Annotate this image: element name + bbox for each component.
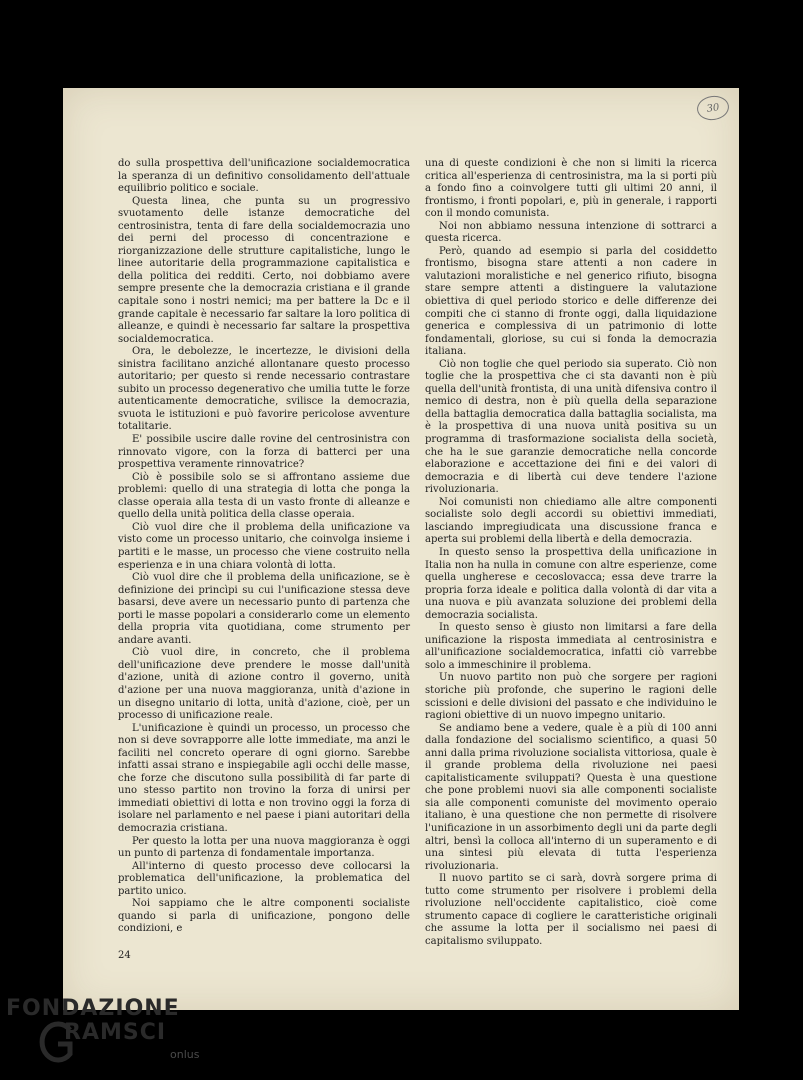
paragraph: L'unificazione è quindi un processo, un processo che non si deve sovrapporre alle lotte immediate, ma anzi le faciliti nel concreto operare di ogni giorno. Sarebbe infatti assai strano e inspiegabile agli occhi delle masse, che forze che discutono sulla possibilità di far parte di uno stesso partito non trovino la forza di unirsi per immediati obiettivi di lotta e non trovino oggi la forza di isolare nel parlamento e nel paese i piani autoritari della democrazia cristiana. [118, 722, 410, 834]
paragraph: Noi non abbiamo nessuna intenzione di sottrarci a questa ricerca. [425, 220, 717, 245]
text-column-left [118, 158, 410, 936]
paragraph: Questa linea, che punta su un progressivo svuotamento delle istanze democratiche del centrosinistra, tenta di fare della socialdemocrazia uno dei perni del processo di concentrazione e riorganizzazione delle strutture capitalistiche, lungo le linee autoritarie della programmazione capitalistica e della politica dei redditi. Certo, noi dobbiamo avere sempre presente che la democrazia cristiana e il grande capitale sono i nostri nemici; ma per battere la Dc e il grande capitale è necessario far saltare la loro politica di alleanze, e quindi è necessario far saltare la prospettiva socialdemocratica. [118, 195, 410, 345]
archive-stamp: 30 [695, 94, 730, 122]
logo-text-line2: RAMSCI [64, 1020, 167, 1045]
paragraph: E' possibile uscire dalle rovine del centrosinistra con rinnovato vigore, con la forza di batterci per una prospettiva veramente rinnovatrice? [118, 434, 410, 471]
text-column-right [425, 158, 717, 948]
paragraph: Ciò è possibile solo se si affrontano assieme due problemi: quello di una strategia di lotta che ponga la classe operaia alla testa di un vasto fronte di alleanze e quello della unità politica della classe operaia. [118, 471, 410, 521]
paragraph: In questo senso la prospettiva della unificazione in Italia non ha nulla in comune con altre esperienze, come quella ungherese e cecoslovacca; essa deve trarre la propria forza ideale e politica dalla volontà di dar vita a una nuova e più avanzata soluzione dei problemi della democrazia socialista. [425, 546, 717, 621]
paragraph: Noi sappiamo che le altre componenti socialiste quando si parla di unificazione, pongono delle condizioni, e [118, 898, 410, 935]
paragraph: do sulla prospettiva dell'unificazione socialdemocratica la speranza di un definitivo consolidamento dell'attuale equilibrio politico e sociale. [118, 158, 410, 195]
paragraph: Ciò non toglie che quel periodo sia superato. Ciò non toglie che la prospettiva che ci sta davanti non è più quella dell'unità frontista, di una unità difensiva contro il nemico di destra, non è più quella della separazione della battaglia democratica dalla battaglia socialista, ma è la prospettiva di una nuova unità positiva su un programma di trasformazione socialista della società, che ha le sue garanzie democratiche nella concorde elaborazione e accettazione dei fini e dei valori di democrazia e di libertà cui deve tendere l'azione rivoluzionaria. [425, 358, 717, 496]
paragraph: Il nuovo partito se ci sarà, dovrà sorgere prima di tutto come strumento per risolvere i problemi della rivoluzione nell'occidente capitalistico, cioè come strumento capace di cogliere le caratteristiche originali che assume la lotta per il socialismo nei paesi di capitalismo sviluppato. [425, 873, 717, 947]
paragraph: Per questo la lotta per una nuova maggioranza è oggi un punto di partenza di fondamentale importanza. [118, 835, 410, 860]
paragraph: Noi comunisti non chiediamo alle altre componenti socialiste solo degli accordi su obiettivi immediati, lasciando impregiudicata una discussione franca e aperta sui problemi della libertà e della democrazia. [425, 496, 717, 546]
paragraph: Ciò vuol dire che il problema della unificazione va visto come un processo unitario, che coinvolga insieme i partiti e le masse, un processo che viene costruito nella esperienza e in una chiara volontà di lotta. [118, 521, 410, 571]
paragraph: In questo senso è giusto non limitarsi a fare della unificazione la risposta immediata al centrosinistra e all'unificazione socialdemocratica, infatti ciò varrebbe solo a immeschinire il problema. [425, 622, 717, 671]
paragraph: Però, quando ad esempio si parla del cosiddetto frontismo, bisogna stare attenti a non cadere in valutazioni moralistiche e nel generico rifiuto, bisogna stare sempre attenti a distinguere la valutazione obiettiva di quel periodo storico e delle differenze dei compiti che ci stanno di fronte oggi, dalla liquidazione generica e complessiva di un patrimonio di lotte fondamentali, gloriose, su cui si fonda la democrazia italiana. [425, 245, 717, 358]
fondazione-gramsci-logo [6, 996, 216, 1076]
paragraph: Un nuovo partito non può che sorgere per ragioni storiche più profonde, che superino le ragioni delle scissioni e delle divisioni del passato e che individuino le ragioni obiettive di un nuovo impegno unitario. [425, 672, 717, 722]
paragraph: Ora, le debolezze, le incertezze, le divisioni della sinistra facilitano anziché allontanare questo processo autoritario; per questo si rende necessario contrastare subito un processo degenerativo che umilia tutte le forze autenticamente democratiche, svilisce la democrazia, svuota le istituzioni e può favorire pericolose avventure totalitarie. [118, 346, 410, 433]
paragraph: Ciò vuol dire, in concreto, che il problema dell'unificazione deve prendere le mosse dall'unità d'azione, unità di azione contro il governo, unità d'azione per una nuova maggioranza, unità d'azione in un disegno unitario di lotta, unità d'azione, cioè, per un processo di unificazione reale. [118, 647, 410, 722]
page-number: 24 [118, 950, 131, 961]
logo-text-line1: FONDAZIONE [6, 996, 180, 1021]
paragraph: Ciò vuol dire che il problema della unificazione, se è definizione dei princìpi su cui l'unificazione stessa deve basarsi, deve avere un necessario punto di partenza che porti le masse popolari a considerarlo come un elemento della propria vita quotidiana, come strumento per andare avanti. [118, 572, 410, 646]
logo-text-line3: onlus [170, 1048, 200, 1061]
paragraph: una di queste condizioni è che non si limiti la ricerca critica all'esperienza di centrosinistra, ma la si porti più a fondo fino a coinvolgere tutti gli ultimi 20 anni, il frontismo, i fronti popolari, e, più in generale, i rapporti con il mondo comunista. [425, 158, 717, 220]
paragraph: All'interno di questo processo deve collocarsi la problematica dell'unificazione, la problematica del partito unico. [118, 860, 410, 897]
paragraph: Se andiamo bene a vedere, quale è a più di 100 anni dalla fondazione del socialismo scientifico, a quasi 50 anni dalla prima rivoluzione socialista vittoriosa, quale è il grande problema della rivoluzione nei paesi capitalisticamente sviluppati? Questa è una questione che pone problemi nuovi sia alle componenti socialiste sia alle componenti comuniste del movimento operaio italiano, è una questione che non permette di risolvere l'unificazione in un assorbimento degli uni da parte degli altri, bensì la colloca all'interno di un superamento e di una sintesi più elevata di tutta l'esperienza rivoluzionaria. [425, 722, 717, 872]
scanned-page [63, 88, 739, 1010]
